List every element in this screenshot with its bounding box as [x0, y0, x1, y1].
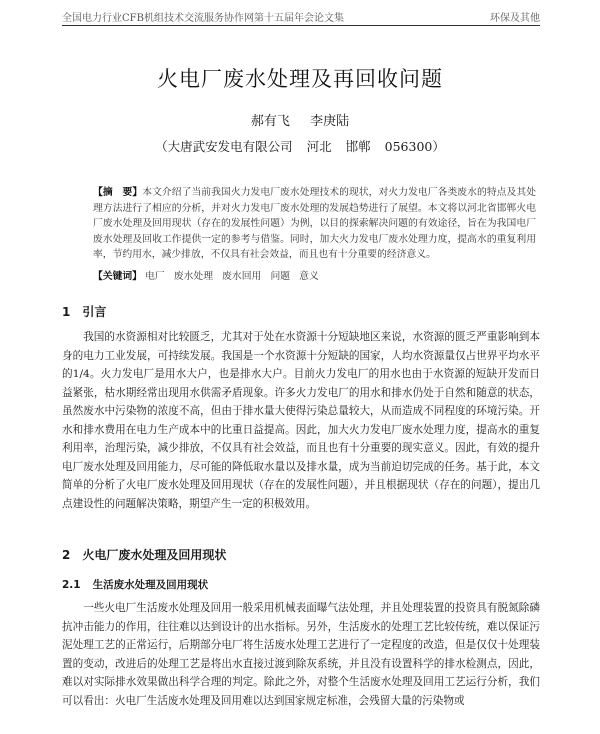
author-list [0, 110, 600, 129]
affiliation-postcode: 056300） [384, 139, 445, 154]
affiliation [0, 137, 600, 155]
keywords [93, 268, 536, 282]
running-header [62, 9, 540, 26]
running-header-left: 全国电力行业CFB机组技术交流服务协作网第十五届年会论文集 [62, 13, 344, 24]
abstract-label: 【摘 要】 [93, 187, 143, 198]
keyword: 废水处理 [173, 271, 214, 282]
affiliation-province: 河北 [306, 139, 332, 154]
running-header-right: 环保及其他 [490, 13, 540, 24]
section-title: 引言 [82, 305, 107, 319]
section-heading-2 [62, 546, 226, 563]
keyword: 问题 [270, 271, 291, 282]
subsection-paragraph: 一些火电厂生活废水处理及回用一般采用机械表面曝气法处理，并且处理装置的投资具有脱氮除磷抗冲击能力的作用，往往难以达到设计的出水指标。另外，生活废水的处理工艺比较传统，难以保证污泥处理工艺的正常运行，后期部分电厂将生活废水处理工艺进行了一定程度的改造，但是仅仅十处理装置的变动，改进后的处理工艺是将出水直接过渡到除灰系统，并且没有设置科学的排水检测点，因此，难以对实际排水效果做出科学合理的判定。除此之外，对整个生活废水处理及回用工艺运行分析，我们可以看出：火电厂生活废水处理及回用难以达到国家规定标准，会残留大量的污染物或 [62, 602, 540, 707]
section-number: 1 [62, 305, 71, 319]
subsection-number: 2.1 [62, 579, 81, 591]
author-name: 李庚陆 [310, 114, 350, 129]
subsection-title: 生活废水处理及回用现状 [92, 579, 209, 591]
section-title: 火电厂废水处理及回用现状 [82, 548, 227, 562]
affiliation-org: （大唐武安发电有限公司 [155, 139, 293, 154]
keyword: 意义 [299, 271, 319, 282]
subsection-heading-2-1 [62, 577, 208, 592]
abstract [93, 185, 536, 263]
affiliation-city: 邯郸 [345, 139, 371, 154]
section-number: 2 [62, 548, 71, 562]
keyword: 电厂 [145, 271, 165, 282]
abstract-text: 本文介绍了当前我国火力发电厂废水处理技术的现状，对火力发电厂各类废水的特点及其处理方法进行了相应的分析，并对火力发电厂废水处理的发展趋势进行了展望。本文将以河北省邯郸火电厂废水处理及回用现状（存在的发展性问题）为例，以目的探索解决问题的有效途径，旨在为我国电厂废水处理及回收工作提供一定的参考与借鉴。同时，加大火力发电厂废水处理力度，提高水的重复利用率，节约用水，减少排放，不仅具有社会效益，而且也有十分重要的经济意义。 [93, 187, 537, 260]
keyword: 废水回用 [222, 271, 262, 282]
intro-paragraph: 我国的水资源相对比较匮乏，尤其对于处在水资源十分短缺地区来说，水资源的匮乏严重影响到本身的电力工业发展，可持续发展。我国是一个水资源十分短缺的国家，人均水资源量仅占世界平均水平的1/4。火力发电厂是用水大户，也是排水大户。目前火力发电厂的用水也由于水资源的短缺开发而日益紧张，枯水期经常出现用水供需矛盾现象。许多火力发电厂的用水和排水仍处于自然和随意的状态，虽然废水中污染物的浓度不高，但由于排水量大使得污染总量较大，从而造成不同程度的环境污染。开水和排水费用在电力生产成本中的比重日益提高。因此，加大火力发电厂废水处理力度，提高水的重复利用率，治理污染，减少排放，不仅具有社会效益，而且也有十分重要的现实意义。因此，有效的提升电厂废水处理及回用能力，尽可能的降低取水量以及排水量，成为当前迫切完成的任务。基于此，本文简单的分析了火电厂废水处理及回用现状（存在的发展性问题），并且根据现状（存在的问题），提出几点建设性的问题解决策略，期望产生一定的积极效用。 [62, 331, 540, 510]
paper-title: 火电厂废水处理及再回收问题 [157, 67, 443, 91]
keywords-label: 【关键词】 [93, 271, 142, 282]
author-name: 郝有飞 [250, 114, 290, 129]
section-heading-intro [62, 303, 106, 320]
